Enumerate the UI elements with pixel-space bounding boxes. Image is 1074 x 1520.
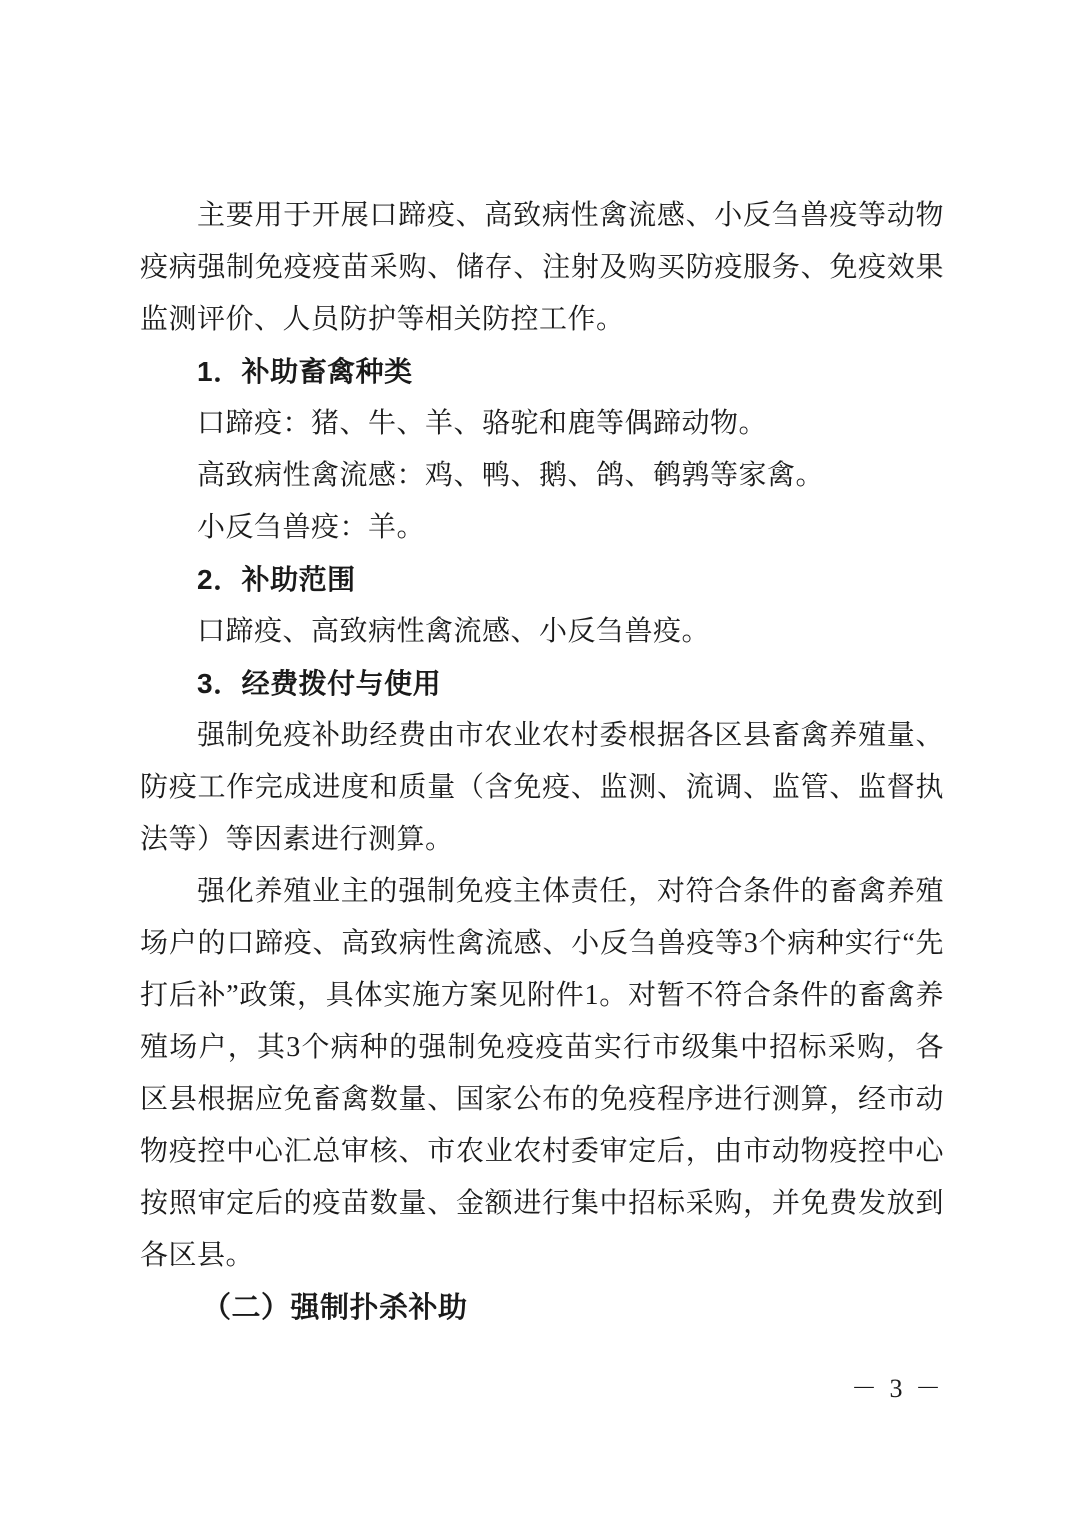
paragraph-subsidy-scope: 口蹄疫、高致病性禽流感、小反刍兽疫。 [197,616,711,647]
paragraph-vaccine-procurement: 强化养殖业主的强制免疫主体责任，对符合条件的畜禽养殖场户的口蹄疫、高致病性禽流感、小反刍兽疫等3个病种实行“先打后补”政策，具体实施方案见附件1。对暂不符合条件的畜禽养殖场户，其3个病种的强制免疫疫苗实行市级集中招标采购，各区县根据应免畜禽数量、国家公布的免疫程序进行测算，经市动物疫控中心汇总审核、市农业农村委审定后，由市动物疫控中心按照审定后的疫苗数量、金额进行集中招标采购，并免费发放到各区县。 [140,876,944,1271]
subsection-heading-culling: （二）强制扑杀补助 [202,1292,468,1324]
section-heading-2: 2．补助范围 [197,564,356,595]
paragraph-fmd-species: 口蹄疫：猪、牛、羊、骆驼和鹿等偶蹄动物。 [197,408,768,439]
paragraph-ppr-species: 小反刍兽疫：羊。 [197,512,426,543]
paragraph-fund-calculation: 强制免疫补助经费由市农业农村委根据各区县畜禽养殖量、防疫工作完成进度和质量（含免疫、监测、流调、监管、监督执法等）等因素进行测算。 [140,720,944,855]
paragraph-avian-flu-species: 高致病性禽流感：鸡、鸭、鹅、鸽、鹌鹑等家禽。 [197,460,825,491]
paragraph-intro: 主要用于开展口蹄疫、高致病性禽流感、小反刍兽疫等动物疫病强制免疫疫苗采购、储存、注射及购买防疫服务、免疫效果监测评价、人员防护等相关防控工作。 [140,200,944,335]
section-heading-1: 1．补助畜禽种类 [197,356,413,387]
section-heading-3: 3．经费拨付与使用 [197,668,442,699]
document-body [140,190,944,1334]
page-number: － 3 － [850,1374,944,1403]
